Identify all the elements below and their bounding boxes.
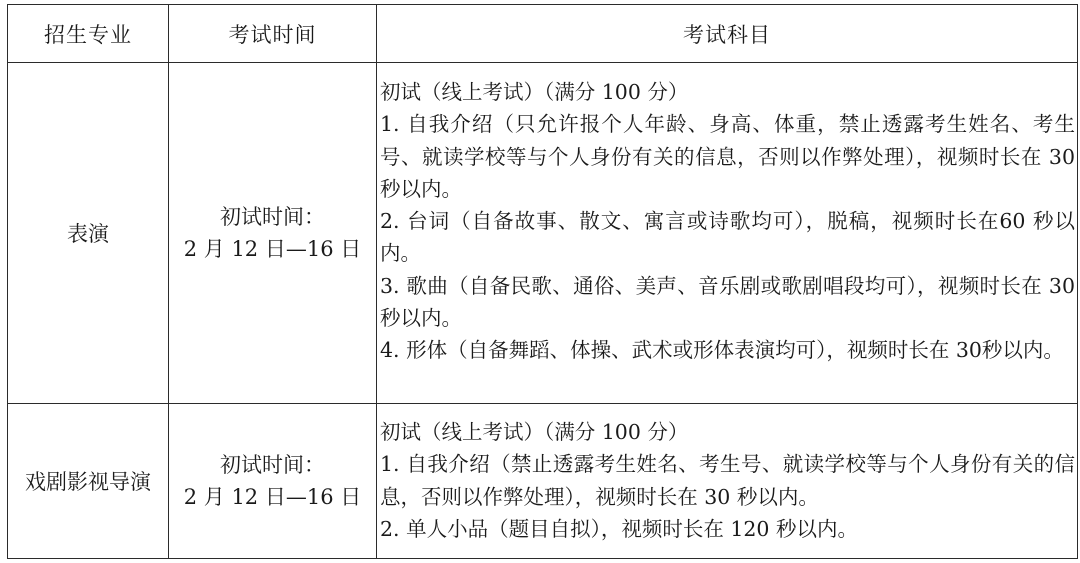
subject-item: 2. 单人小品（题目自拟），视频时长在 120 秒以内。 bbox=[380, 516, 858, 541]
major-cell: 表演 bbox=[8, 63, 169, 404]
subject-item: 4. 形体（自备舞蹈、体操、武术或形体表演均可），视频时长在 30秒以内。 bbox=[380, 338, 1064, 363]
table-row bbox=[8, 63, 1078, 404]
header-exam-time: 考试时间 bbox=[169, 5, 377, 63]
exam-time-range: 2 月 12 日—16 日 bbox=[183, 237, 362, 261]
subject-item: 1. 自我介绍（只允许报个人年龄、身高、体重，禁止透露考生姓名、考生号、就读学校等与个人身份有关的信息，否则以作弊处理），视频时长在 30 秒以内。 bbox=[380, 112, 1075, 201]
subject-heading: 初试（线上考试）（满分 100 分） bbox=[380, 420, 689, 444]
subject-item: 1. 自我介绍（禁止透露考生姓名、考生号、就读学校等与个人身份有关的信息，否则以作弊处理），视频时长在 30 秒以内。 bbox=[380, 452, 1075, 509]
table-row bbox=[8, 404, 1078, 559]
header-exam-subjects: 考试科目 bbox=[377, 5, 1078, 63]
exam-subjects-cell bbox=[377, 63, 1078, 404]
exam-time-range: 2 月 12 日—16 日 bbox=[183, 485, 362, 509]
exam-time-cell bbox=[169, 63, 377, 404]
exam-schedule-table bbox=[7, 4, 1078, 559]
exam-time-label: 初试时间： bbox=[220, 453, 325, 477]
header-major: 招生专业 bbox=[8, 5, 169, 63]
exam-subjects-cell bbox=[377, 404, 1078, 559]
subject-item: 3. 歌曲（自备民歌、通俗、美声、音乐剧或歌剧唱段均可），视频时长在 30 秒以内。 bbox=[380, 273, 1075, 331]
table-header-row bbox=[8, 5, 1078, 63]
subject-heading: 初试（线上考试）（满分 100 分） bbox=[380, 80, 689, 104]
exam-time-cell bbox=[169, 404, 377, 559]
exam-time-label: 初试时间： bbox=[220, 205, 325, 229]
subject-item: 2. 台词（自备故事、散文、寓言或诗歌均可），脱稿，视频时长在60 秒以内。 bbox=[380, 209, 1075, 266]
major-cell: 戏剧影视导演 bbox=[8, 404, 169, 559]
